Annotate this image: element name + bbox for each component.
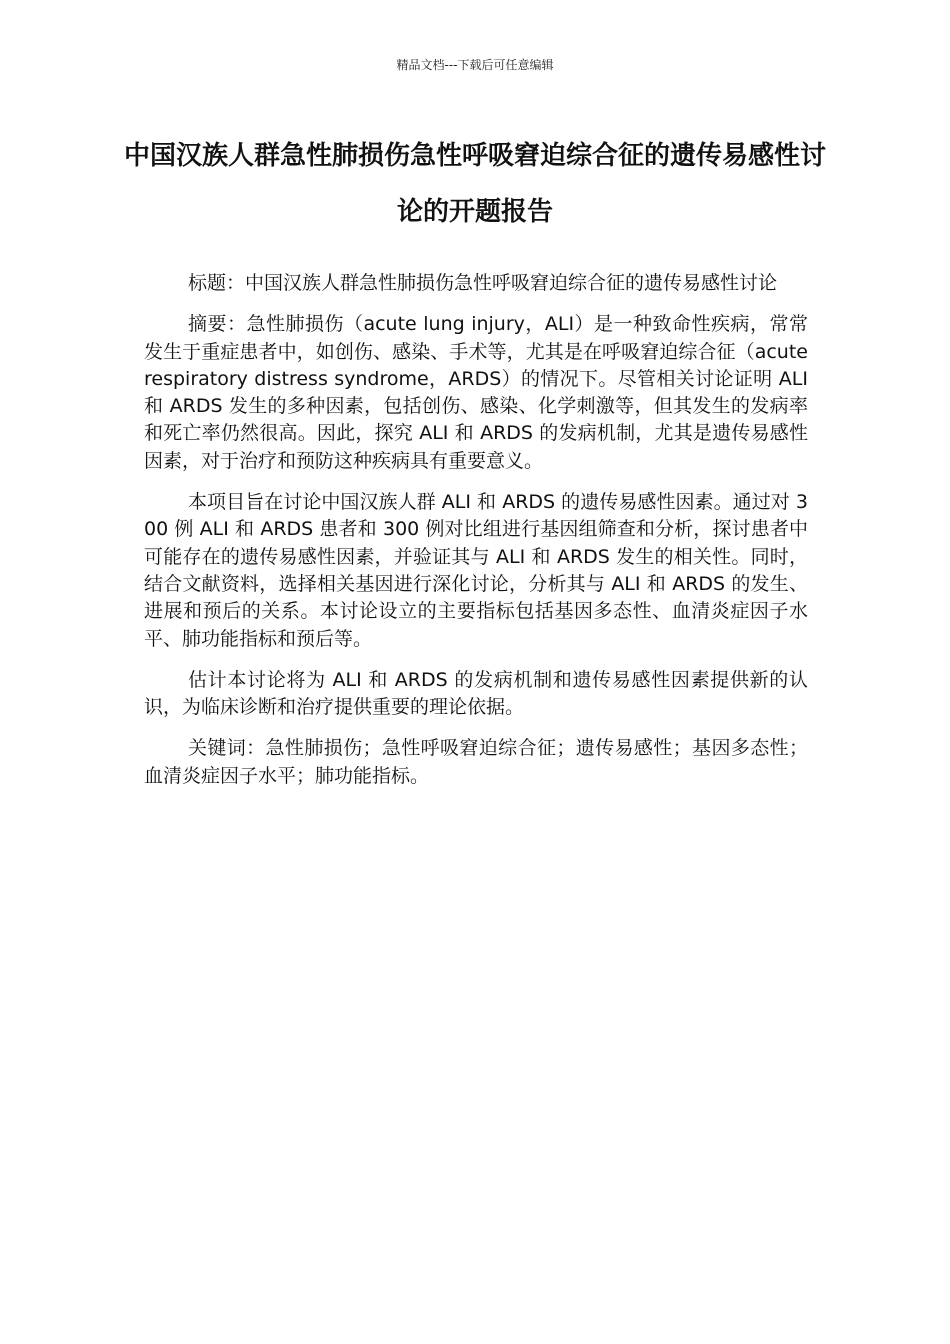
- document-body: [144, 270, 808, 804]
- title-line-paragraph: 标题：中国汉族人群急性肺损伤急性呼吸窘迫综合征的遗传易感性讨论: [188, 272, 778, 294]
- keywords-paragraph: 关键词：急性肺损伤；急性呼吸窘迫综合征；遗传易感性；基因多态性；血清炎症因子水平；肺功能指标。: [144, 737, 808, 787]
- document-title: 中国汉族人群急性肺损伤急性呼吸窘迫综合征的遗传易感性讨论的开题报告: [123, 141, 826, 227]
- expectation-paragraph: 估计本讨论将为 ALI 和 ARDS 的发病机制和遗传易感性因素提供新的认识，为临床诊断和治疗提供重要的理论依据。: [144, 668, 808, 719]
- header-note: 精品文档---下载后可任意编辑: [396, 58, 554, 72]
- abstract-paragraph: 摘要：急性肺损伤（acute lung injury，ALI）是一种致命性疾病，常常发生于重症患者中，如创伤、感染、手术等，尤其是在呼吸窘迫综合征（acute respiratory distress syndrome，ARDS）的情况下。尽管相关讨论证明 ALI 和 ARDS 发生的多种因素，包括创伤、感染、化学刺激等，但其发生的发病率和死亡率仍然很高。因此，探究 ALI 和 ARDS 的发病机制，尤其是遗传易感性因素，对于治疗和预防这种疾病具有重要意义。: [144, 313, 808, 472]
- project-aim-paragraph: 本项目旨在讨论中国汉族人群 ALI 和 ARDS 的遗传易感性因素。通过对 300 例 ALI 和 ARDS 患者和 300 例对比组进行基因组筛查和分析，探讨患者中可能存在的遗传易感性因素，并验证其与 ALI 和 ARDS 发生的相关性。同时，结合文献资料，选择相关基因进行深化讨论，分析其与 ALI 和 ARDS 的发生、进展和预后的关系。本讨论设立的主要指标包括基因多态性、血清炎症因子水平、肺功能指标和预后等。: [144, 491, 808, 650]
